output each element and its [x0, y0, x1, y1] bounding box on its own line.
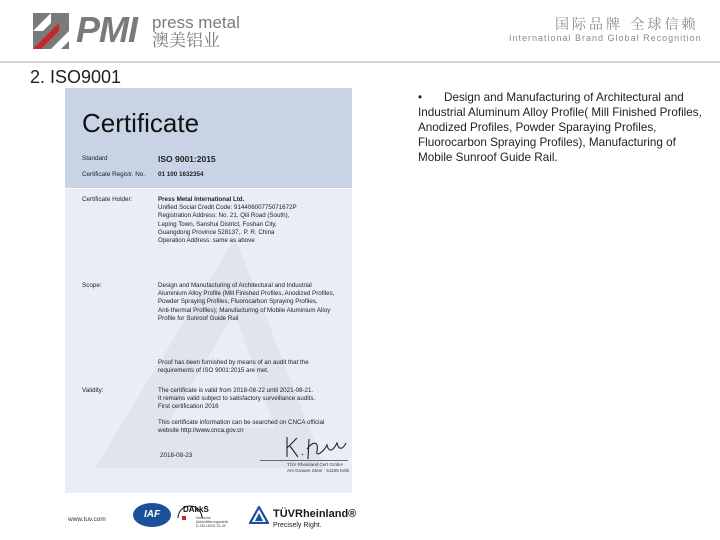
- validity-block: [158, 387, 315, 412]
- scope-label: Scope:: [82, 282, 102, 289]
- issuer-block: [287, 462, 349, 474]
- brand-name-cn: 澳美铝业: [152, 31, 220, 51]
- holder-line: Operation Address: same as above: [158, 237, 255, 245]
- brand-letters: PMI: [76, 9, 138, 50]
- proof-line: requirements of ISO 9001:2015 are met.: [158, 367, 269, 375]
- scope-line: Anti-thermal Profiles); Manufacturing of Mobile Aluminium Alloy: [158, 306, 331, 314]
- certificate-title: Certificate: [82, 108, 200, 138]
- pmi-logo-icon: [33, 13, 69, 49]
- scope-line: Profile for Sunroof Guide Rail: [158, 314, 239, 322]
- holder-line: Guangdong Province 528137,. P. R. China: [158, 228, 275, 236]
- dakks-sub-line: Deutsche: [196, 516, 211, 520]
- tagline-cn: 国际品牌 全球信赖: [555, 17, 699, 33]
- dakks-sub-block: [196, 516, 228, 528]
- scope-line: Powder Spraying Profiles, Fluorocarbon Spraying Profiles,: [158, 298, 318, 306]
- registr-label: Certificate Registr. No.: [82, 171, 145, 178]
- proof-block: [158, 359, 309, 375]
- scope-description: [418, 90, 702, 165]
- standard-value: ISO 9001:2015: [158, 154, 216, 164]
- proof-line: Proof has been furnished by means of an audit that the: [158, 359, 309, 366]
- scope-block: [158, 282, 334, 323]
- dakks-sub-line: D-ZM-16031-01-00: [196, 524, 226, 528]
- certificate-image: [65, 88, 352, 493]
- holder-block: [158, 196, 297, 245]
- holder-line: Unified Social Credit Code: 91440600775071672P: [158, 204, 297, 212]
- holder-line: Leping Town, Sanshui District, Foshan City,: [158, 220, 277, 228]
- bullet-icon: •: [418, 91, 423, 104]
- cnca-line: This certificate information can be searched on CNCA official: [158, 419, 325, 426]
- page-header: [0, 0, 720, 62]
- validity-line: It remains valid subject to satisfactory surveillance audits.: [158, 395, 316, 403]
- signature-icon: [283, 433, 349, 461]
- dakks-sub-line: Akkreditierungsstelle: [196, 520, 229, 524]
- scope-line: Aluminium Alloy Profile (Mill Finished Profiles, Anodized Profiles,: [158, 290, 335, 298]
- issuer-line: TÜV Rheinland Cert GmbH: [287, 462, 343, 467]
- issuer-line: Am Grauen Stein · 51105 Köln: [287, 468, 350, 473]
- signature-line: [260, 460, 348, 461]
- holder-line: Press Metal International Ltd.: [158, 196, 245, 203]
- cnca-line: website http://www.cnca.gov.cn: [158, 427, 244, 435]
- tuv-slogan: Precisely Right.: [273, 522, 322, 529]
- iaf-label: IAF: [143, 509, 161, 520]
- standard-label: Standard: [82, 155, 108, 162]
- tuv-triangle-icon: [249, 506, 269, 524]
- holder-label: Certificate Holder:: [82, 196, 133, 203]
- tagline-en: International Brand Global Recognition: [509, 33, 702, 43]
- dakks-label: DAkkS: [183, 505, 209, 514]
- section-title: 2. ISO9001: [30, 67, 122, 87]
- scope-line: Design and Manufacturing of Architectural and Industrial: [158, 282, 312, 289]
- tuv-website: www.tuv.com: [68, 516, 106, 523]
- header-divider: [0, 61, 720, 63]
- validity-label: Validity:: [82, 387, 104, 394]
- brand-name-en: press metal: [152, 13, 240, 32]
- registr-value: 01 100 1632354: [158, 171, 204, 178]
- validity-line: First certification 2016: [158, 403, 219, 411]
- certificate-date: 2018-08-23: [160, 452, 193, 459]
- tuv-brand: TÜVRheinland®: [273, 508, 357, 520]
- validity-line: The certificate is valid from 2018-08-22 until 2021-08-21.: [158, 387, 314, 394]
- holder-line: Registration Address: No. 21, Qili Road (South),: [158, 212, 290, 220]
- scope-description-text: Design and Manufacturing of Architectural and Industrial Aluminum Alloy Profile( Mill Finished Profiles, Anodized Profiles, Powder Sparaying Profiles, Fluorocarbon Spraying Profiles), Manufacturing of Mobile Sunroof Guide Rail.: [418, 91, 702, 164]
